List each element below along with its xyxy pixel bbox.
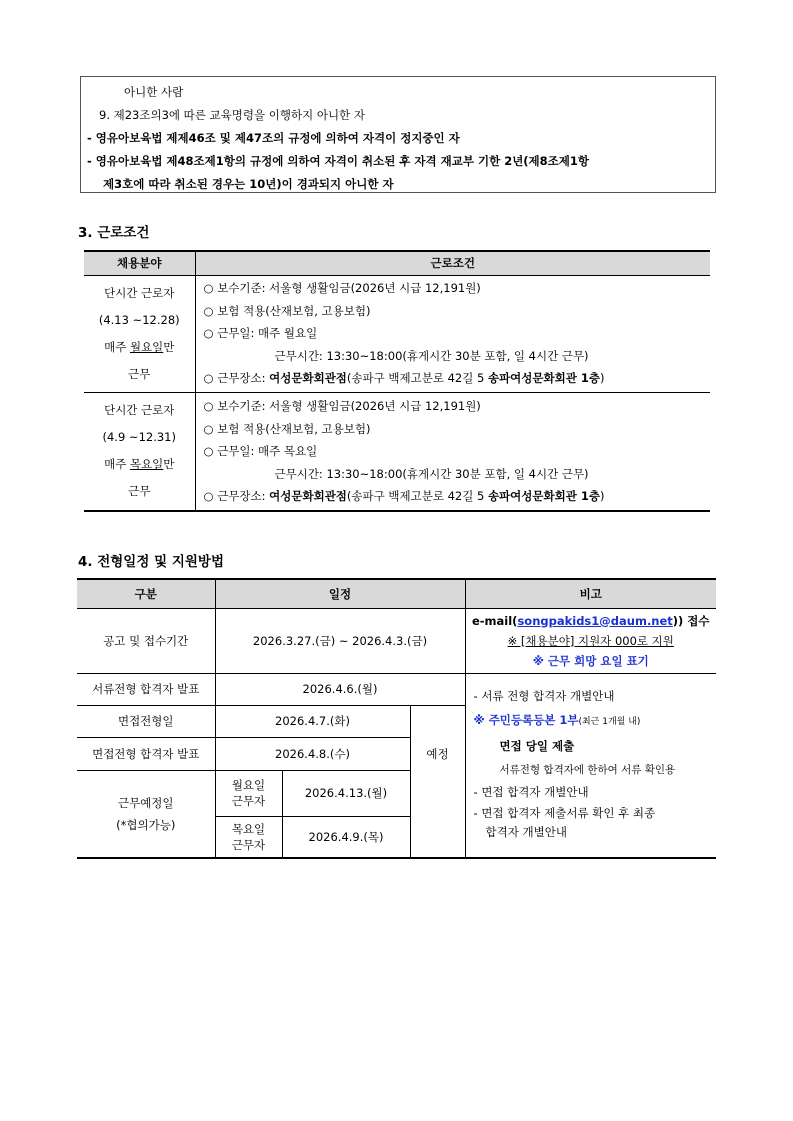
insurance: ○ 보험 적용(산재보험, 고용보험) [203,421,371,436]
conditions-thursday [195,392,710,511]
monday-start-date: 2026.4.13.(월) [282,770,410,816]
schedule-date: 2026.4.8.(수) [215,737,410,770]
planned-label: 예정 [410,705,465,858]
note-line: 면접 당일 제출 [499,738,575,753]
category-type: 단시간 근로자 [104,403,175,418]
work-day: ○ 근무일: 매주 목요일 [203,444,318,458]
schedule-table [77,578,716,859]
conditions-monday [195,275,710,392]
work-date-title: 근무예정일 [117,795,174,810]
category-work: 근무 [128,484,151,499]
subject-format-note: ※ [채용분야] 지원자 000로 지원 [507,633,674,648]
thursday-worker-label: 목요일 근무자 [215,816,282,858]
note-line: - 면접 합격자 개별안내 [473,784,589,799]
column-header: 일정 [215,579,465,608]
schedule-date: 2026.4.7.(화) [215,705,410,737]
application-note [465,608,716,673]
note-line: 합격자 개별안내 [485,824,567,839]
category-weekday: 매주 목요일만 [104,457,175,472]
qualification-line: 아니한 사람 [124,85,184,99]
email-line: e-mail(songpakids1@daum.net)) 접수 [471,613,710,628]
note-line: - 서류 전형 합격자 개별안내 [473,688,615,703]
work-date-subtitle: (*협의가능) [116,817,176,832]
schedule-date: 2026.3.27.(금) ~ 2026.4.3.(금) [215,608,465,673]
column-header: 구분 [77,579,215,608]
row-label: 공고 및 접수기간 [77,608,215,673]
email-link[interactable]: songpakids1@daum.net [517,613,673,628]
category-type: 단시간 근로자 [104,285,175,300]
qualification-line: - 영유아보육법 제제46조 및 제47조의 규정에 의하여 자격이 정지중인 자 [87,131,460,145]
note-line: 서류전형 합격자에 한하여 서류 확인용 [499,763,676,776]
column-header: 비고 [465,579,716,608]
section-title-schedule: 4. 전형일정 및 지원방법 [78,554,224,570]
qualification-box [80,76,716,193]
category-period: (4.13 ~12.28) [98,312,180,327]
column-header: 근로조건 [195,251,710,275]
row-label: 면접전형일 [77,705,215,737]
category-work: 근무 [128,366,151,381]
table-row [84,392,710,511]
category-period: (4.9 ~12.31) [102,430,176,445]
table-row [77,673,716,705]
job-category-monday [84,275,195,392]
row-label: 면접전형 합격자 발표 [77,737,215,770]
pay-standard: ○ 보수기준: 서울형 생활임금(2026년 시급 12,191원) [203,399,481,413]
work-date-label [77,770,215,858]
process-note [465,673,716,858]
note-line: ※ 주민등록등본 1부(최근 1개월 내) [473,712,641,727]
schedule-date: 2026.4.6.(월) [215,673,465,705]
weekday-note: ※ 근무 희망 요일 표기 [532,653,649,668]
work-conditions-table [84,250,710,512]
job-category-thursday [84,392,195,511]
column-header: 채용분야 [84,251,195,275]
qualification-line: 9. 제23조의3에 따른 교육명령을 이행하지 아니한 자 [99,108,365,122]
note-line: - 면접 합격자 제출서류 확인 후 최종 [473,805,656,820]
row-label: 서류전형 합격자 발표 [77,673,215,705]
qualification-line: - 영유아보육법 제48조제1항의 규정에 의하여 자격이 취소된 후 자격 재교부 기한 2년(제8조제1항 [87,154,589,168]
pay-standard: ○ 보수기준: 서울형 생활임금(2026년 시급 12,191원) [203,281,481,296]
insurance: ○ 보험 적용(산재보험, 고용보험) [203,303,371,318]
work-place: ○ 근무장소: 여성문화회관점(송파구 백제고분로 42길 5 송파여성문화회관 1층) [203,489,605,503]
table-row [77,608,716,673]
thursday-start-date: 2026.4.9.(목) [282,816,410,858]
category-weekday: 매주 월요일만 [104,339,175,354]
table-row [84,275,710,392]
work-place: ○ 근무장소: 여성문화회관점(송파구 백제고분로 42길 5 송파여성문화회관 1층) [203,371,605,386]
section-title-work-conditions: 3. 근로조건 [78,225,150,241]
monday-worker-label: 월요일 근무자 [215,770,282,816]
work-day: ○ 근무일: 매주 월요일 [203,326,318,341]
work-hours: 근무시간: 13:30~18:00(휴게시간 30분 포함, 일 4시간 근무) [274,466,589,481]
work-hours: 근무시간: 13:30~18:00(휴게시간 30분 포함, 일 4시간 근무) [274,348,589,363]
qualification-line: 제3호에 따라 취소된 경우는 10년)이 경과되지 아니한 자 [103,177,394,191]
